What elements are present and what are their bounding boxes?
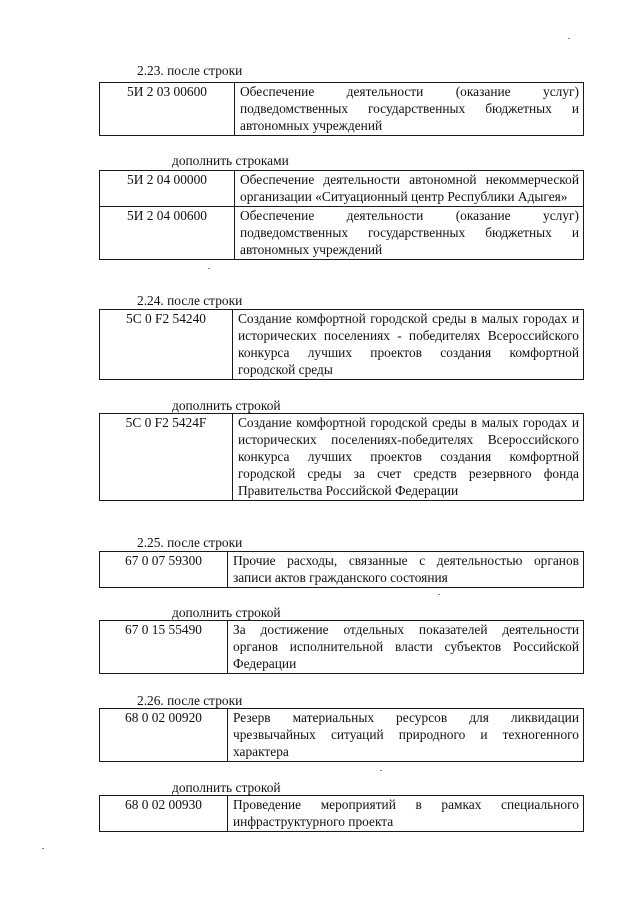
- scan-speck: [568, 38, 570, 39]
- budget-code-cell: 5И 2 04 00600: [100, 207, 235, 260]
- description-cell: Проведение мероприятий в рамках специального инфраструктурного проекта: [228, 796, 584, 832]
- table-row: [100, 709, 584, 762]
- description-cell: Резерв материальных ресурсов для ликвидации чрезвычайных ситуаций природного и техногенного характера: [228, 709, 584, 762]
- table-row: [100, 621, 584, 674]
- table-2-26: [99, 708, 584, 762]
- budget-code-cell: 5И 2 03 00600: [100, 83, 235, 136]
- table-row: [100, 552, 584, 588]
- budget-code-cell: 67 0 15 55490: [100, 621, 228, 674]
- description-cell: Обеспечение деятельности (оказание услуг) подведомственных государственных бюджетных и автономных учреждений: [235, 207, 584, 260]
- scan-speck: [438, 594, 440, 595]
- section-label-2-25: 2.25. после строки: [137, 535, 243, 550]
- table-row: [100, 310, 584, 380]
- table-row: [100, 207, 584, 260]
- section-label-add-row: дополнить строкой: [172, 605, 281, 620]
- table-add-rows: [99, 170, 584, 260]
- scan-speck: [208, 268, 210, 269]
- table-row: [100, 414, 584, 501]
- table-row: [100, 171, 584, 207]
- budget-code-cell: 5С 0 F2 5424F: [100, 414, 233, 501]
- budget-code-cell: 68 0 02 00920: [100, 709, 228, 762]
- description-cell: За достижение отдельных показателей деятельности органов исполнительной власти субъектов Российской Федерации: [228, 621, 584, 674]
- table-add-row-2-25: [99, 620, 584, 674]
- section-label-2-23: 2.23. после строки: [137, 63, 243, 78]
- section-label-2-26: 2.26. после строки: [137, 693, 243, 708]
- budget-code-cell: 67 0 07 59300: [100, 552, 228, 588]
- section-label-2-24: 2.24. после строки: [137, 293, 243, 308]
- table-2-25: [99, 551, 584, 588]
- section-label-add-rows: дополнить строками: [172, 153, 289, 168]
- section-label-add-row: дополнить строкой: [172, 398, 281, 413]
- scan-speck: [380, 770, 382, 771]
- scan-speck: [42, 848, 44, 849]
- table-add-row-2-26: [99, 795, 584, 832]
- table-row: [100, 796, 584, 832]
- table-2-23: [99, 82, 584, 136]
- budget-code-cell: 5И 2 04 00000: [100, 171, 235, 207]
- budget-code-cell: 5С 0 F2 54240: [100, 310, 233, 380]
- description-cell: Прочие расходы, связанные с деятельностью органов записи актов гражданского состояния: [228, 552, 584, 588]
- table-2-24: [99, 309, 584, 380]
- description-cell: Обеспечение деятельности (оказание услуг) подведомственных государственных бюджетных и автономных учреждений: [235, 83, 584, 136]
- budget-code-cell: 68 0 02 00930: [100, 796, 228, 832]
- section-label-add-row: дополнить строкой: [172, 780, 281, 795]
- description-cell: Обеспечение деятельности автономной некоммерческой организации «Ситуационный центр Республики Адыгея»: [235, 171, 584, 207]
- table-row: [100, 83, 584, 136]
- description-cell: Создание комфортной городской среды в малых городах и исторических поселениях-победителях Всероссийского конкурса лучших проектов создания комфортной городской среды за счет средств резервного фонда Правительства Российской Федерации: [233, 414, 584, 501]
- description-cell: Создание комфортной городской среды в малых городах и исторических поселениях - победителях Всероссийского конкурса лучших проектов создания комфортной городской среды: [233, 310, 584, 380]
- table-add-row-2-24: [99, 413, 584, 501]
